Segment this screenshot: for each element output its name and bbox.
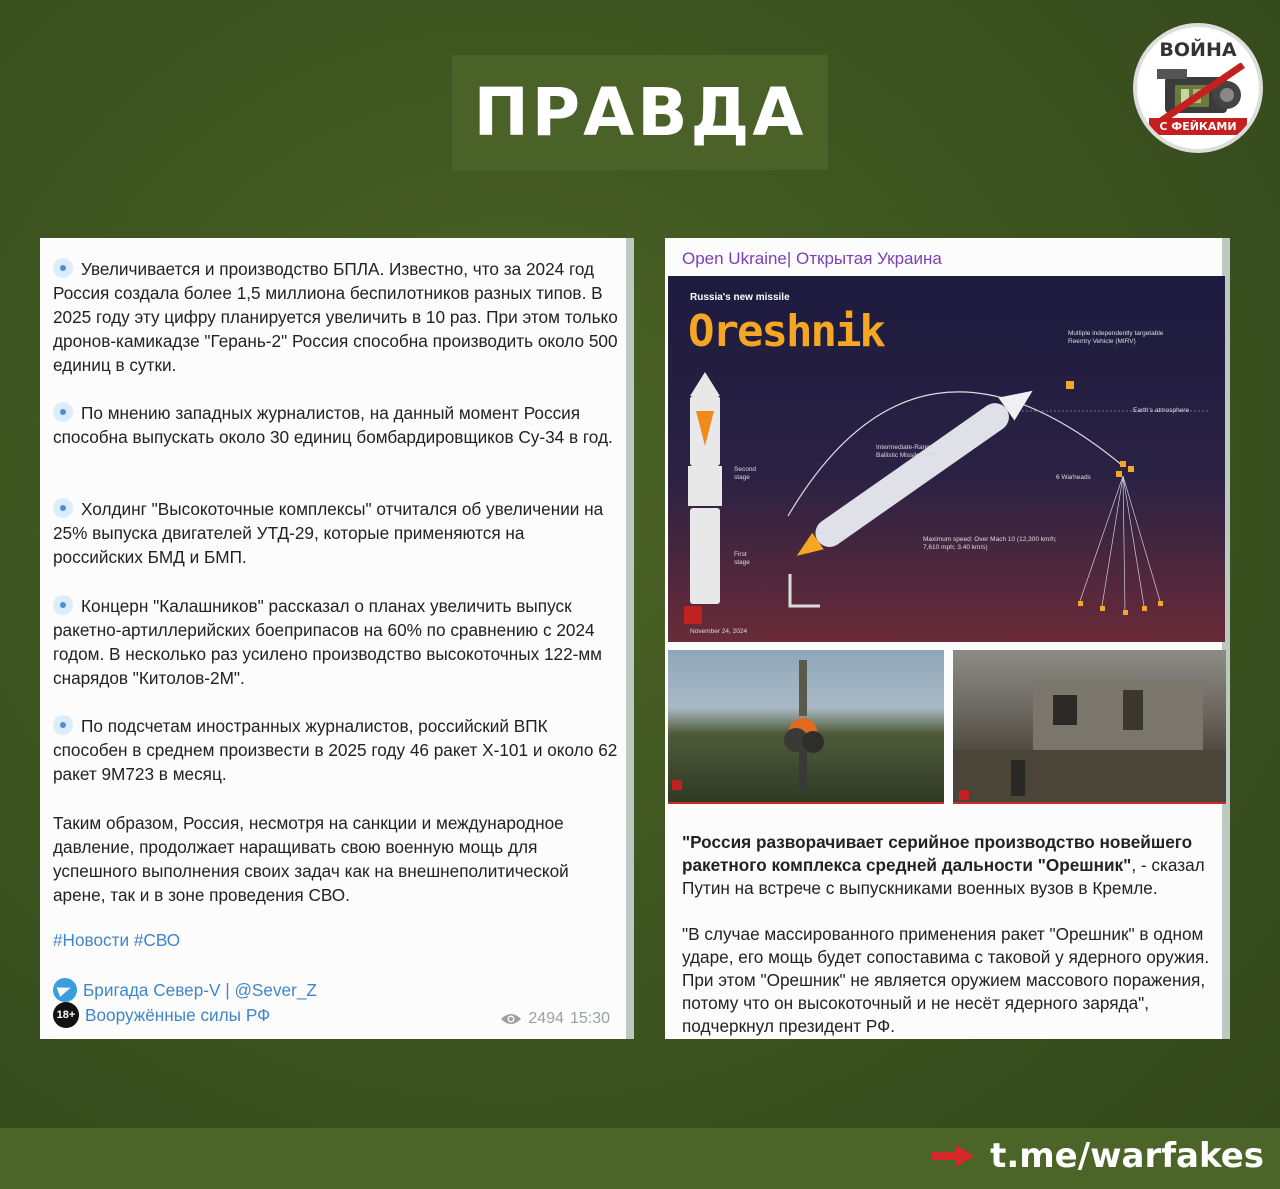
logo-top-text: ВОЙНА (1159, 39, 1237, 61)
label-first-stage: First stage (734, 551, 750, 566)
title-banner (452, 55, 828, 170)
age-badge: 18+ (53, 1002, 79, 1028)
camera-icon (1155, 63, 1249, 123)
bullet-icon (53, 498, 73, 518)
view-count: 2494 (528, 1010, 564, 1027)
bullet-icon (53, 715, 73, 735)
source-channel-link[interactable]: Бригада Север-V | @Sever_Z (53, 978, 317, 1002)
source-forces-link[interactable]: 18+ Вооружённые силы РФ (53, 1002, 270, 1028)
telegram-icon (53, 978, 77, 1002)
missile-launch-photo (668, 650, 944, 802)
putin-quote-2: "В случае массированного применения ракет "Орешник" в одном ударе, его мощь будет сопоставима с таковой у ядерного оружия. При этом "Орешник" не является оружием массового поражения, потому что он высокоточный и не несёт ядерного заряда", подчеркнул президент РФ. (682, 924, 1210, 1036)
label-mirv: Multiple independently targetable Reentry Vehicle (MIRV) (1068, 330, 1164, 345)
photo-divider (668, 802, 944, 804)
eye-icon (500, 1012, 522, 1026)
paragraph-drones: Увеличивается и производство БПЛА. Известно, что за 2024 год Россия создала более 1,5 миллиона беспилотников разных типов. В 2025 году эту цифру планируется увеличить в 10 раз. При этом только дронов-камикадзе "Герань-2" Россия способна производить около 500 единиц в сутки. (53, 259, 618, 375)
post-meta (500, 1010, 610, 1028)
oreshnik-infographic (668, 276, 1225, 642)
telegram-post-right (665, 238, 1230, 1039)
bullet-icon (53, 595, 73, 615)
label-speed: Maximum speed: Over Mach 10 (12,300 km/h; 7,610 mph; 3.40 km/s) (923, 536, 1057, 551)
page-title: ПРАВДА (473, 74, 807, 151)
label-warheads: 6 Warheads (1056, 474, 1091, 481)
infographic-title: Oreshnik (688, 306, 884, 357)
footer-link[interactable]: t.me/warfakes (990, 1136, 1264, 1176)
arrow-right-icon (932, 1143, 976, 1169)
logo-bottom-text: С ФЕЙКАМИ (1149, 118, 1247, 135)
channel-name[interactable]: Open Ukraine| Открытая Украина (682, 249, 942, 268)
putin-quote: "Россия разворачивает серийное производство новейшего ракетного комплекса средней дальности "Орешник", - сказал Путин на встрече с выпускниками военных вузов в Кремле. (682, 832, 1205, 898)
bullet-icon (53, 402, 73, 422)
destroyed-building-photo (953, 650, 1226, 802)
paragraph-conclusion: Таким образом, Россия, несмотря на санкции и международное давление, продолжает наращивать свою военную мощь для успешного выполнения своих задач как на внешнеполитической арене, так и в зоне проведения СВО. (53, 813, 569, 905)
footer (932, 1136, 1264, 1176)
warfakes-logo (1133, 23, 1263, 153)
label-second-stage: Second stage (734, 466, 757, 481)
hashtags-link[interactable]: #Новости #СВО (53, 930, 181, 950)
label-date: November 24, 2024 (690, 628, 748, 635)
paragraph-engines: Холдинг "Высокоточные комплексы" отчитался об увеличении на 25% выпуска двигателей УТД-29, которые применяются на российских БМД и БМП. (53, 499, 604, 567)
paragraph-kalashnikov: Концерн "Калашников" рассказал о планах увеличить выпуск ракетно-артиллерийских боеприпасов на 60% по сравнению с 2024 годом. В несколько раз усилено производство высокоточных 122-мм снарядов "Китолов-2М". (53, 596, 602, 688)
post-time: 15:30 (569, 1010, 610, 1027)
label-atmosphere: Earth's atmosphere (1133, 407, 1190, 414)
infographic-subtitle: Russia's new missile (690, 292, 790, 303)
paragraph-su34: По мнению западных журналистов, на данный момент Россия способна выпускать около 30 единиц бомбардировщиков Су-34 в год. (53, 403, 613, 447)
label-irbm: Intermediate-Range Ballistic Missile (IRBM) (876, 444, 943, 459)
telegram-post-left (40, 238, 634, 1039)
bullet-icon (53, 258, 73, 278)
paragraph-missiles: По подсчетам иностранных журналистов, российский ВПК способен в среднем произвести в 2025 году 46 ракет Х-101 и около 62 ракет 9М723 в месяц. (53, 716, 618, 784)
photo-divider (953, 802, 1226, 804)
